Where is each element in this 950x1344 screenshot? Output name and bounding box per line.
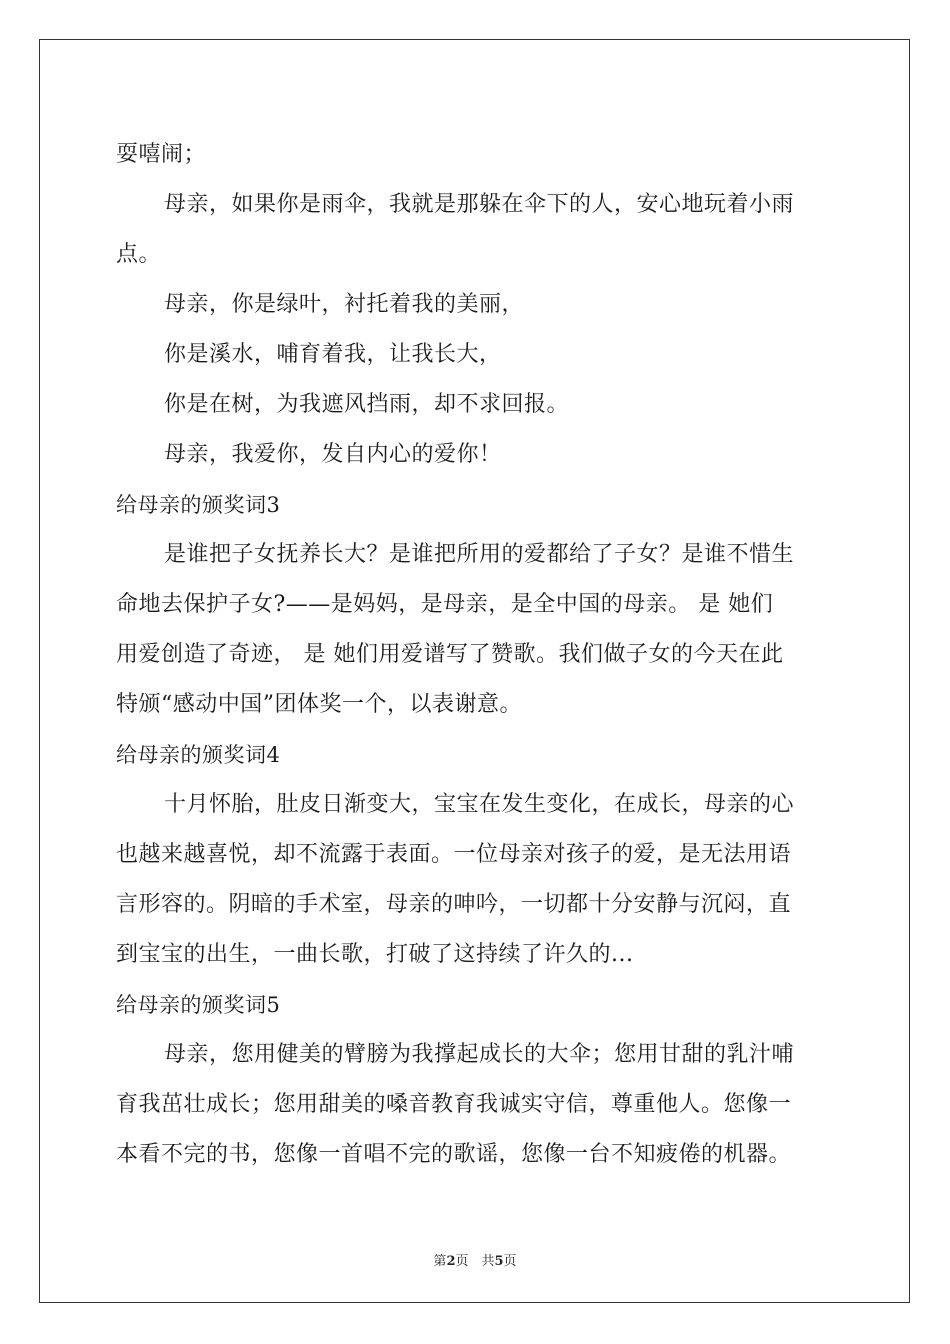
text-line: 点。 (116, 242, 162, 267)
text-line: 命地去保护子女?——是妈妈，是母亲，是全中国的母亲。 是 她们 (116, 592, 774, 617)
section-heading: 给母亲的颁奖词4 (116, 743, 281, 767)
section-heading: 给母亲的颁奖词3 (116, 493, 281, 517)
text-line: 母亲，如果你是雨伞，我就是那躲在伞下的人，安心地玩着小雨 (164, 192, 795, 217)
footer-prefix: 第 (433, 1254, 447, 1269)
text-line: 到宝宝的出生，一曲长歌，打破了这持续了许久的... (116, 942, 634, 967)
text-line: 母亲，您用健美的臂膀为我撑起成长的大伞；您用甘甜的乳汁哺 (164, 1042, 795, 1067)
document-body (116, 130, 836, 1180)
current-page-number: 2 (446, 1254, 456, 1269)
total-page-number: 5 (494, 1254, 504, 1269)
footer-suffix: 页 (503, 1254, 517, 1269)
text-line: 本看不完的书，您像一首唱不完的歌谣，您像一台不知疲倦的机器。 (116, 1142, 792, 1167)
text-line: 用爱创造了奇迹， 是 她们用爱谱写了赞歌。我们做子女的今天在此 (116, 642, 784, 667)
text-line: 母亲，我爱你，发自内心的爱你！ (164, 442, 502, 467)
text-line: 耍嘻闹； (116, 142, 207, 167)
text-line: 也越来越喜悦，却不流露于表面。一位母亲对孩子的爱，是无法用语 (116, 842, 792, 867)
text-line: 是谁把子女抚养长大？是谁把所用的爱都给了子女？是谁不惜生 (164, 542, 795, 567)
page-footer (0, 1250, 950, 1269)
text-line: 母亲，你是绿叶，衬托着我的美丽， (164, 292, 525, 317)
text-line: 你是在树，为我遮风挡雨，却不求回报。 (164, 392, 570, 417)
footer-mid: 页 共 (455, 1254, 495, 1269)
text-line: 育我茁壮成长；您用甜美的嗓音教育我诚实守信，尊重他人。您像一 (116, 1092, 792, 1117)
text-line: 你是溪水，哺育着我，让我长大， (164, 342, 502, 367)
text-line: 言形容的。阴暗的手术室，母亲的呻吟，一切都十分安静与沉闷，直 (116, 892, 792, 917)
text-line: 十月怀胎，肚皮日渐变大，宝宝在发生变化，在成长，母亲的心 (164, 792, 795, 817)
text-line: 特颁“感动中国”团体奖一个，以表谢意。 (116, 692, 522, 717)
section-heading: 给母亲的颁奖词5 (116, 993, 281, 1017)
